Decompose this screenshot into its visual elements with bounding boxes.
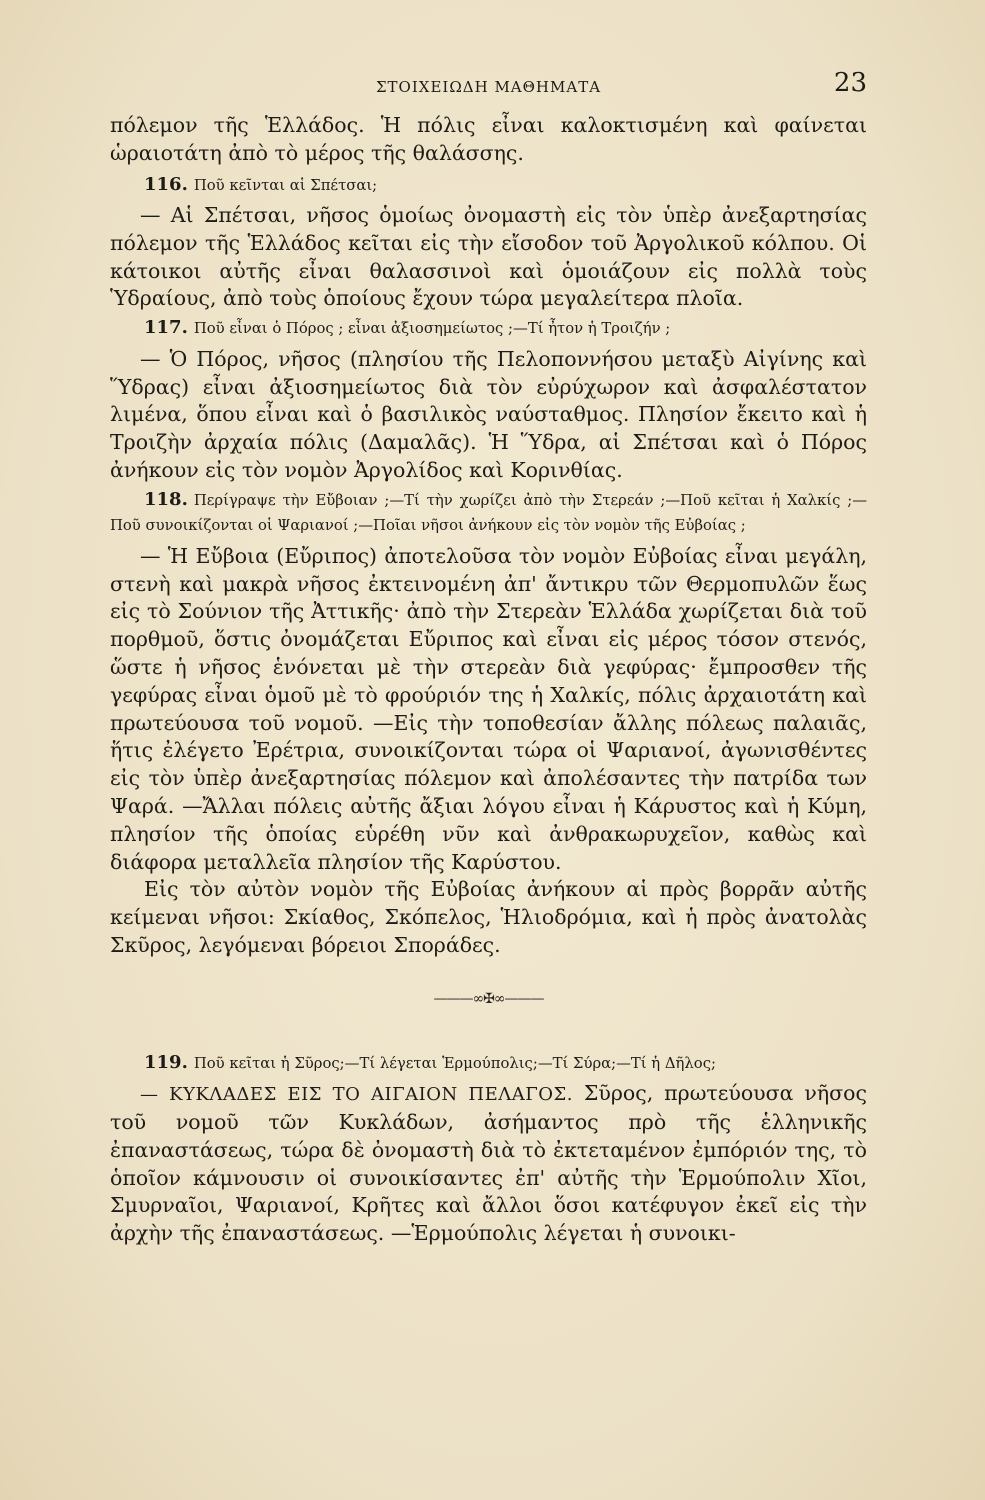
answer-119: [110, 1080, 867, 1248]
question-text: Ποῦ κεῖνται αἱ Σπέτσαι;: [193, 176, 378, 194]
running-title: ΣΤΟΙΧΕΙΩΔΗ ΜΑΘΗΜΑΤΑ: [375, 78, 602, 96]
question-text: Ποῦ κεῖται ἡ Σῦρος;—Τί λέγεται Ἑρμούπολις;—Τί Σύρα;—Τί ἡ Δῆλος;: [193, 1054, 716, 1072]
section-heading-cyclades: — ΚΥΚΛΑΔΕΣ ΕΙΣ ΤΟ ΑΙΓΑΙΟΝ ΠΕΛΑΓΟΣ.: [140, 1084, 573, 1106]
question-119: [110, 1050, 867, 1077]
question-116: [110, 172, 867, 199]
answer-118-continuation: Εἰς τὸν αὐτὸν νομὸν τῆς Εὐβοίας ἀνήκουν αἱ πρὸς βορρᾶν αὐτῆς κείμεναι νῆσοι: Σκίαθος, Σκόπελος, Ἡλιοδρόμια, καὶ ἡ πρὸς ἀνατολὰς Σκῦρος, λεγόμεναι βόρειοι Σποράδες.: [110, 877, 867, 957]
question-number: 116.: [144, 173, 188, 195]
page-number: 23: [833, 68, 867, 98]
question-text: Ποῦ εἶναι ὁ Πόρος ; εἶναι ἀξιοσημείωτος ;—Τί ἦτον ἡ Τροιζήν ;: [193, 320, 671, 338]
question-text: Περίγραψε τὴν Εὔβοιαν ;—Τί τὴν χωρίζει ἀπὸ τὴν Στερεάν ;—Ποῦ κεῖται ἡ Χαλκίς ;—Ποῦ συνοικίζονται οἱ Ψαριανοί ;—Ποῖαι νῆσοι ἀνήκουν εἰς τὸν νομὸν τῆς Εὐβοίας ;: [110, 491, 867, 535]
question-number: 118.: [144, 488, 188, 510]
question-number: 117.: [144, 317, 188, 339]
section-divider-ornament: ———∞✠∞———: [433, 990, 544, 1007]
answer-119-text: Σῦρος, πρωτεύουσα νῆσος τοῦ νομοῦ τῶν Κυκλάδων, ἀσήμαντος πρὸ τῆς ἑλληνικῆς ἐπαναστάσεως, τώρα δὲ ὀνομαστὴ διὰ τὸ ἐκτεταμένον ἐμπόριόν της, τὸ ὁποῖον κάμνουσιν οἱ συνοικίσαντες ἐπ' αὐτῆς τὴν Ἑρμούπολιν Χῖοι, Σμυρναῖοι, Ψαριανοί, Κρῆτες καὶ ἄλλοι ὅσοι κατέφυγον ἐκεῖ εἰς τὴν ἀρχὴν τῆς ἐπαναστάσεως. —Ἑρμούπολις λέγεται ἡ συνοικι-: [110, 1081, 867, 1246]
answer-117: — Ὁ Πόρος, νῆσος (πλησίου τῆς Πελοποννήσου μεταξὺ Αἰγίνης καὶ Ὕδρας) εἶναι ἀξιοσημείωτος διὰ τὸν εὐρύχωρον καὶ ἀσφαλέστατον λιμένα, ὅπου εἶναι καὶ ὁ βασιλικὸς ναύσταθμος. Πλησίον ἔκειτο καὶ ἡ Τροιζὴν ἀρχαία πόλις (Δαμαλᾶς). Ἡ Ὕδρα, αἱ Σπέτσαι καὶ ὁ Πόρος ἀνήκουν εἰς τὸν νομὸν Ἀργολίδος καὶ Κορινθίας.: [110, 346, 867, 482]
page-header: [110, 68, 867, 104]
page-content: [110, 112, 867, 1248]
intro-paragraph: πόλεμον τῆς Ἑλλάδος. Ἡ πόλις εἶναι καλοκτισμένη καὶ φαίνεται ὡραιοτάτη ἀπὸ τὸ μέρος τῆς θαλάσσης.: [110, 113, 867, 165]
question-118: [110, 487, 867, 539]
question-117: [110, 315, 867, 342]
answer-116: — Αἱ Σπέτσαι, νῆσος ὁμοίως ὀνομαστὴ εἰς τὸν ὑπὲρ ἀνεξαρτησίας πόλεμον τῆς Ἑλλάδος κεῖται εἰς τὴν εἴσοδον τοῦ Ἀργολικοῦ κόλπου. Οἱ κάτοικοι αὐτῆς εἶναι θαλασσινοὶ καὶ ὁμοιάζουν εἰς πολλὰ τοὺς Ὑδραίους, ἀπὸ τοὺς ὁποίους ἔχουν τώρα μεγαλείτερα πλοῖα.: [110, 203, 867, 311]
answer-118: — Ἡ Εὔβοια (Εὔριπος) ἀποτελοῦσα τὸν νομὸν Εὐβοίας εἶναι μεγάλη, στενὴ καὶ μακρὰ νῆσος ἐκτεινομένη ἀπ' ἄντικρυ τῶν Θερμοπυλῶν ἕως εἰς τὸ Σούνιον τῆς Ἀττικῆς· ἀπὸ τὴν Στερεὰν Ἑλλάδα χωρίζεται διὰ τοῦ πορθμοῦ, ὅστις ὀνομάζεται Εὔριπος καὶ εἶναι εἰς μέρος τόσον στενός, ὥστε ἡ νῆσος ἑνόνεται μὲ τὴν στερεὰν διὰ γεφύρας· ἔμπροσθεν τῆς γεφύρας εἶναι ὁμοῦ μὲ τὸ φρούριόν της ἡ Χαλκίς, πόλις ἀρχαιοτάτη καὶ πρωτεύουσα τοῦ νομοῦ. —Εἰς τὴν τοποθεσίαν ἄλλης πόλεως παλαιᾶς, ἥτις ἐλέγετο Ἐρέτρια, συνοικίζονται τώρα οἱ Ψαριανοί, ἀγωνισθέντες εἰς τὸν ὑπὲρ ἀνεξαρτησίας πόλεμον καὶ ἀπολέσαντες τὴν πατρίδα των Ψαρά. —Ἄλλαι πόλεις αὐτῆς ἄξιαι λόγου εἶναι ἡ Κάρυστος καὶ ἡ Κύμη, πλησίον τῆς ὁποίας εὑρέθη νῦν καὶ ἀνθρακωρυχεῖον, καθὼς καὶ διάφορα μεταλλεῖα πλησίον τῆς Καρύστου.: [110, 543, 867, 874]
question-number: 119.: [144, 1051, 188, 1073]
